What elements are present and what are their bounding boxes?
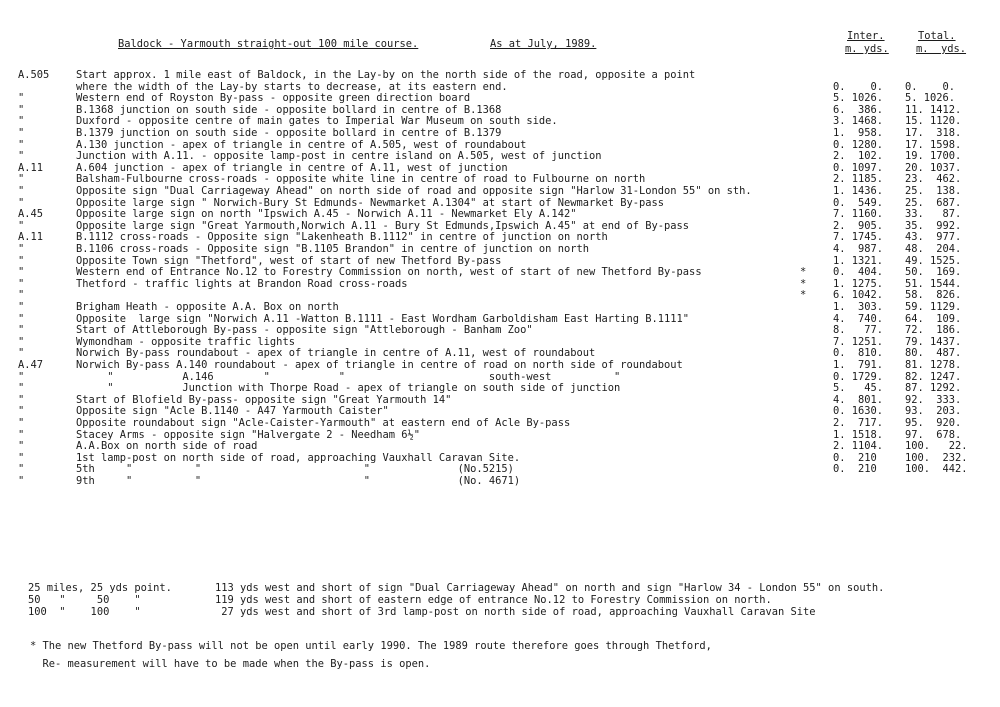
summary-distance-label: 100 " 100 " (28, 606, 141, 618)
summary-distance-label: 25 miles, 25 yds point. (28, 582, 172, 594)
route-cell: " (18, 347, 25, 360)
total-distance-cell: 97. 678. (905, 428, 962, 441)
total-distance-cell: 51. 1544. (905, 277, 962, 290)
summary-row (0, 582, 1000, 594)
route-cell: " (18, 173, 25, 186)
table-row (0, 139, 1000, 151)
table-row (0, 104, 1000, 116)
description-cell: Norwich By-pass A.140 roundabout - apex of triangle in centre of road on north side of roundabout (76, 359, 683, 371)
inter-distance-cell: 2. 717. (833, 417, 884, 429)
total-distance-cell: 87. 1292. (905, 382, 962, 395)
total-distance-cell: 50. 169. (905, 266, 962, 279)
description-cell: Wymondham - opposite traffic lights (76, 335, 295, 348)
inter-distance-cell: 1. 303. (833, 301, 884, 313)
footnote-line-2: Re- measurement will have to be made when the By-pass is open. (30, 658, 431, 670)
summary-row (0, 606, 1000, 618)
route-cell: " (18, 219, 25, 232)
inter-distance-cell: 2. 905. (833, 219, 884, 232)
table-row (0, 336, 1000, 348)
table-row (0, 208, 1000, 220)
table-row (0, 69, 1000, 81)
total-units-header: m. yds. (916, 43, 967, 55)
description-cell: Norwich By-pass roundabout - apex of triangle in centre of A.11, west of roundabout (76, 347, 596, 360)
total-distance-cell: 5. 1026. (905, 92, 956, 105)
total-distance-cell: 25. 687. (905, 196, 962, 209)
total-distance-cell: 17. 1598. (905, 138, 962, 151)
description-cell: B.1368 junction on south side - opposite bollard in centre of B.1368 (76, 103, 502, 116)
inter-distance-cell: 0. 404. (833, 266, 884, 279)
asterisk-marker: * (800, 289, 807, 302)
total-distance-cell: 92. 333. (905, 393, 962, 406)
inter-distance-cell: 1. 1321. (833, 254, 884, 267)
table-row (0, 220, 1000, 232)
route-cell: " (18, 150, 25, 163)
route-cell: " (18, 127, 25, 139)
total-distance-cell: 43. 977. (905, 231, 962, 244)
inter-distance-cell: 0. 1729. (833, 370, 884, 383)
table-row (0, 324, 1000, 336)
total-distance-cell: 48. 204. (905, 243, 962, 255)
description-cell: B.1106 cross-roads - Opposite sign "B.1105 Brandon" in centre of junction on north (76, 243, 589, 255)
description-cell: B.1112 cross-roads - Opposite sign "Lakenheath B.1112" in centre of junction on north (76, 231, 608, 244)
route-cell: A.45 (18, 208, 44, 221)
table-row (0, 289, 1000, 301)
total-distance-cell: 95. 920. (905, 417, 962, 429)
inter-distance-cell: 1. 791. (833, 359, 884, 371)
total-distance-cell: 58. 826. (905, 289, 962, 302)
description-cell: where the width of the Lay-by starts to decrease, at its eastern end. (76, 80, 508, 93)
total-column-header: Total. (918, 30, 956, 42)
inter-distance-cell: 0. 810. (833, 347, 884, 360)
total-distance-cell: 15. 1120. (905, 115, 962, 128)
table-row (0, 266, 1000, 278)
table-row (0, 405, 1000, 417)
table-row (0, 185, 1000, 197)
total-distance-cell: 23. 462. (905, 173, 962, 186)
route-cell: " (18, 301, 25, 313)
total-distance-cell: 33. 87. (905, 208, 962, 221)
description-cell: 5th " " " (No.5215) (76, 463, 514, 476)
table-row (0, 429, 1000, 441)
table-row (0, 359, 1000, 371)
total-distance-cell: 25. 138. (905, 185, 962, 197)
inter-distance-cell: 0. 210 (833, 463, 877, 476)
route-cell: " (18, 196, 25, 209)
summary-distance-label: 50 " 50 " (28, 594, 141, 606)
description-cell: Balsham-Fulbourne cross-roads - opposite white line in centre of road to Fulbourne on north (76, 173, 646, 186)
route-cell: " (18, 103, 25, 116)
description-cell: Start approx. 1 mile east of Baldock, in the Lay-by on the north side of the road, opposite a point (76, 69, 696, 81)
table-row (0, 463, 1000, 475)
table-row (0, 255, 1000, 267)
inter-distance-cell: 1. 1436. (833, 185, 884, 197)
route-cell: A.11 (18, 161, 44, 174)
total-distance-cell: 20. 1037. (905, 161, 962, 174)
description-cell: Opposite Town sign "Thetford", west of start of new Thetford By-pass (76, 254, 502, 267)
inter-distance-cell: 1. 1275. (833, 277, 884, 290)
table-row (0, 81, 1000, 93)
inter-distance-cell: 8. 77. (833, 324, 884, 337)
route-cell: " (18, 138, 25, 151)
table-row (0, 417, 1000, 429)
table-row (0, 313, 1000, 325)
inter-distance-cell: 0. 1280. (833, 138, 884, 151)
route-cell: " (18, 417, 25, 429)
route-cell: " (18, 475, 25, 487)
description-cell: 1st lamp-post on north side of road, approaching Vauxhall Caravan Site. (76, 451, 521, 464)
description-cell: Western end of Entrance No.12 to Forestry Commission on north, west of start of new Thetford By-pass (76, 266, 702, 279)
inter-distance-cell: 0. 1630. (833, 405, 884, 418)
table-row (0, 92, 1000, 104)
total-distance-cell: 72. 186. (905, 324, 962, 337)
route-cell: " (18, 324, 25, 337)
description-cell: Brigham Heath - opposite A.A. Box on north (76, 301, 339, 313)
table-row (0, 197, 1000, 209)
table-row (0, 347, 1000, 359)
table-row (0, 394, 1000, 406)
summary-row (0, 594, 1000, 606)
description-cell: Opposite roundabout sign "Acle-Caister-Yarmouth" at eastern end of Acle By-pass (76, 417, 571, 429)
description-cell: Opposite large sign on north "Ipswich A.45 - Norwich A.11 - Newmarket Ely A.142" (76, 208, 577, 221)
route-cell: " (18, 463, 25, 476)
inter-distance-cell: 0. 210 (833, 451, 877, 464)
inter-units-header: m. yds. (845, 43, 889, 55)
total-distance-cell: 93. 203. (905, 405, 962, 418)
description-cell: Opposite sign "Dual Carriageway Ahead" on north side of road and opposite sign "Harlow 31-London 55" on sth. (76, 185, 752, 197)
total-distance-cell: 0. 0. (905, 80, 956, 93)
route-cell: A.47 (18, 359, 44, 371)
table-row (0, 150, 1000, 162)
description-cell: A.604 junction - apex of triangle in centre of A.11, west of junction (76, 161, 508, 174)
inter-column-header: Inter. (847, 30, 885, 42)
table-row (0, 475, 1000, 487)
total-distance-cell: 82. 1247. (905, 370, 962, 383)
total-distance-cell: 49. 1525. (905, 254, 962, 267)
total-distance-cell: 19. 1700. (905, 150, 962, 163)
inter-distance-cell: 2. 1104. (833, 440, 884, 453)
inter-distance-cell: 4. 801. (833, 393, 884, 406)
total-distance-cell: 59. 1129. (905, 301, 962, 313)
table-row (0, 452, 1000, 464)
inter-distance-cell: 2. 102. (833, 150, 884, 163)
description-cell: A.130 junction - apex of triangle in centre of A.505, west of roundabout (76, 138, 527, 151)
inter-distance-cell: 1. 958. (833, 127, 884, 139)
route-cell: " (18, 393, 25, 406)
inter-distance-cell: 0. 1097. (833, 161, 884, 174)
footnote-line-1: * The new Thetford By-pass will not be open until early 1990. The 1989 route therefore goes through Thetford, (30, 640, 712, 652)
route-cell: " (18, 405, 25, 418)
inter-distance-cell: 0. 0. (833, 80, 884, 93)
asterisk-marker: * (800, 277, 807, 290)
description-cell: Stacey Arms - opposite sign "Halvergate 2 - Needham 6½" (76, 428, 421, 441)
total-distance-cell: 11. 1412. (905, 103, 962, 116)
total-distance-cell: 64. 109. (905, 312, 962, 325)
document-title: Baldock - Yarmouth straight-out 100 mile course. (118, 38, 419, 50)
total-distance-cell: 17. 318. (905, 127, 962, 139)
route-cell: " (18, 115, 25, 128)
total-distance-cell: 35. 992. (905, 219, 962, 232)
description-cell: Start of Blofield By-pass- opposite sign "Great Yarmouth 14" (76, 393, 452, 406)
inter-distance-cell: 4. 987. (833, 243, 884, 255)
description-cell: " A.146 " " south-west " (76, 370, 621, 383)
description-cell: Western end of Royston By-pass - opposite green direction board (76, 92, 471, 105)
description-cell: B.1379 junction on south side - opposite bollard in centre of B.1379 (76, 127, 502, 139)
inter-distance-cell: 1. 1518. (833, 428, 884, 441)
route-cell: " (18, 92, 25, 105)
inter-distance-cell: 0. 549. (833, 196, 884, 209)
route-cell: " (18, 185, 25, 197)
table-row (0, 301, 1000, 313)
description-cell: Opposite large sign " Norwich-Bury St Edmunds- Newmarket A.1304" at start of Newmarket By-pass (76, 196, 665, 209)
route-cell: A.505 (18, 69, 50, 81)
inter-distance-cell: 6. 1042. (833, 289, 884, 302)
description-cell: " Junction with Thorpe Road - apex of triangle on south side of junction (76, 382, 621, 395)
table-row (0, 173, 1000, 185)
route-cell: " (18, 451, 25, 464)
route-cell: " (18, 312, 25, 325)
route-cell: " (18, 277, 25, 290)
description-cell: Opposite sign "Acle B.1140 - A47 Yarmouth Caister" (76, 405, 389, 418)
table-row (0, 115, 1000, 127)
route-cell: " (18, 254, 25, 267)
description-cell: Duxford - opposite centre of main gates to Imperial War Museum on south side. (76, 115, 558, 128)
inter-distance-cell: 5. 1026. (833, 92, 884, 105)
table-row (0, 231, 1000, 243)
route-cell: " (18, 243, 25, 255)
description-cell: Junction with A.11. - opposite lamp-post in centre island on A.505, west of junction (76, 150, 602, 163)
table-row (0, 382, 1000, 394)
total-distance-cell: 81. 1278. (905, 359, 962, 371)
inter-distance-cell: 7. 1745. (833, 231, 884, 244)
table-row (0, 371, 1000, 383)
table-row (0, 243, 1000, 255)
total-distance-cell: 79. 1437. (905, 335, 962, 348)
table-row (0, 440, 1000, 452)
route-cell: " (18, 440, 25, 453)
table-row (0, 278, 1000, 290)
route-cell: " (18, 370, 25, 383)
description-cell: A.A.Box on north side of road (76, 440, 258, 453)
document-date: As at July, 1989. (490, 38, 597, 50)
summary-location-text: 27 yds west and short of 3rd lamp-post on north side of road, approaching Vauxhall Caravan Site (215, 606, 816, 618)
route-cell: " (18, 335, 25, 348)
description-cell: 9th " " " (No. 4671) (76, 475, 521, 487)
route-cell: " (18, 289, 25, 302)
description-cell: Start of Attleborough By-pass - opposite sign "Attleborough - Banham Zoo" (76, 324, 533, 337)
total-distance-cell: 100. 22. (905, 440, 968, 453)
summary-location-text: 113 yds west and short of sign "Dual Carriageway Ahead" on north and sign "Harlow 34 - London 55" on south. (215, 582, 885, 594)
total-distance-cell: 80. 487. (905, 347, 962, 360)
route-cell: " (18, 382, 25, 395)
inter-distance-cell: 2. 1185. (833, 173, 884, 186)
table-row (0, 127, 1000, 139)
total-distance-cell: 100. 442. (905, 463, 968, 476)
total-distance-cell: 100. 232. (905, 451, 968, 464)
inter-distance-cell: 5. 45. (833, 382, 884, 395)
inter-distance-cell: 3. 1468. (833, 115, 884, 128)
description-cell: Opposite large sign "Great Yarmouth,Norwich A.11 - Bury St Edmunds,Ipswich A.45" at end of By-pass (76, 219, 690, 232)
inter-distance-cell: 4. 740. (833, 312, 884, 325)
inter-distance-cell: 7. 1160. (833, 208, 884, 221)
inter-distance-cell: 6. 386. (833, 103, 884, 116)
table-row (0, 162, 1000, 174)
route-cell: A.11 (18, 231, 44, 244)
summary-location-text: 119 yds west and short of eastern edge of entrance No.12 to Forestry Commission on north. (215, 594, 772, 606)
route-cell: " (18, 266, 25, 279)
description-cell: Thetford - traffic lights at Brandon Road cross-roads (76, 277, 408, 290)
asterisk-marker: * (800, 266, 807, 279)
route-cell: " (18, 428, 25, 441)
description-cell: Opposite large sign "Norwich A.11 -Watton B.1111 - East Wordham Garboldisham East Harting B.1111" (76, 312, 690, 325)
inter-distance-cell: 7. 1251. (833, 335, 884, 348)
